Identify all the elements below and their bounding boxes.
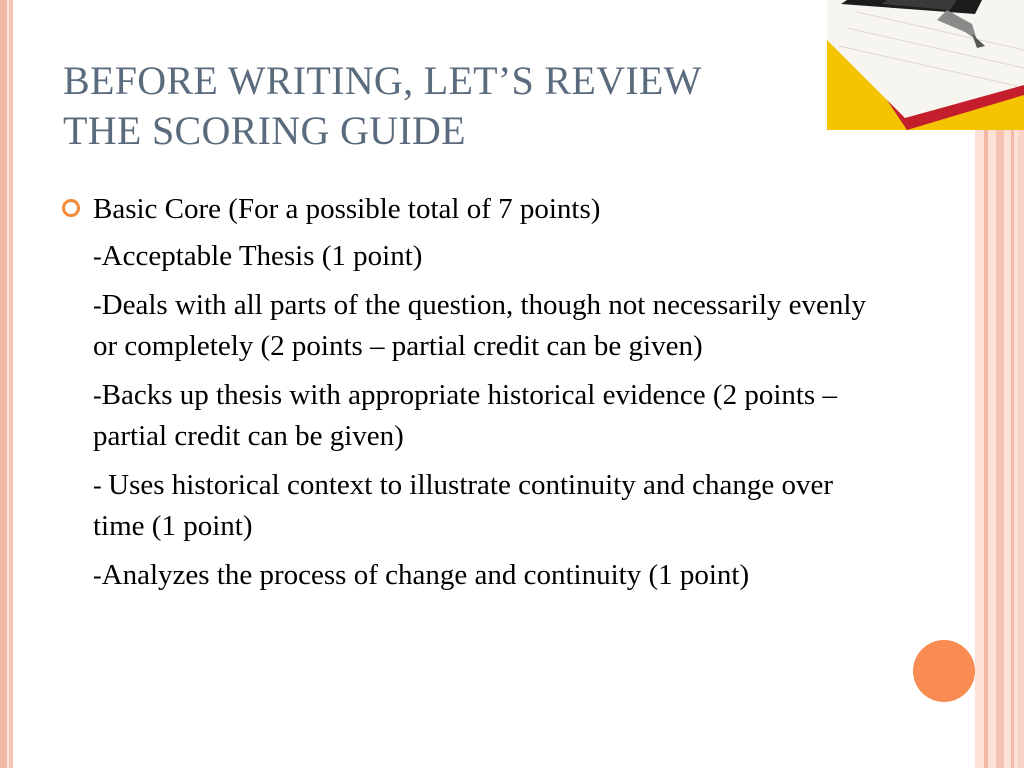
right-decor-stripe [1018, 130, 1024, 768]
sub-item-prefix: - [93, 561, 102, 590]
sub-item-text: Acceptable Thesis (1 point) [101, 240, 423, 272]
bullet-text: Basic Core (For a possible total of 7 points) [93, 193, 601, 225]
sub-item-question-parts [62, 285, 882, 367]
sub-item-text: Analyzes the process of change and continuity (1 point) [101, 559, 750, 591]
left-decor-stripe [9, 0, 13, 768]
right-decor-stripe [1011, 130, 1014, 768]
sub-item-prefix: - [93, 242, 102, 271]
sub-item-evidence [62, 375, 882, 457]
sub-item-analysis [62, 555, 882, 596]
sub-item-text: Backs up thesis with appropriate historical evidence (2 points – partial credit can be given) [93, 379, 837, 452]
title-line-2: THE SCORING GUIDE [63, 108, 466, 153]
sub-item-text: Deals with all parts of the question, though not necessarily evenly or completely (2 points – partial credit can be given) [93, 289, 866, 362]
sub-item-context [62, 465, 882, 547]
sub-item-thesis [62, 236, 882, 277]
notebook-pen-photo [827, 0, 1024, 130]
right-decor-stripe [984, 130, 988, 768]
title-line-1: BEFORE WRITING, LET’S REVIEW [63, 58, 702, 103]
orange-circle-icon [913, 640, 975, 702]
bullet-item [62, 190, 882, 228]
circle-bullet-icon [62, 199, 80, 217]
right-decor-stripe [996, 130, 1004, 768]
sub-item-text: Uses historical context to illustrate continuity and change over time (1 point) [93, 469, 833, 542]
sub-item-prefix: - [93, 381, 102, 410]
slide-body [62, 190, 882, 596]
slide-title [63, 56, 833, 156]
left-decor-stripe [0, 0, 7, 768]
sub-item-prefix: - [93, 291, 102, 320]
sub-item-prefix: - [93, 471, 109, 500]
